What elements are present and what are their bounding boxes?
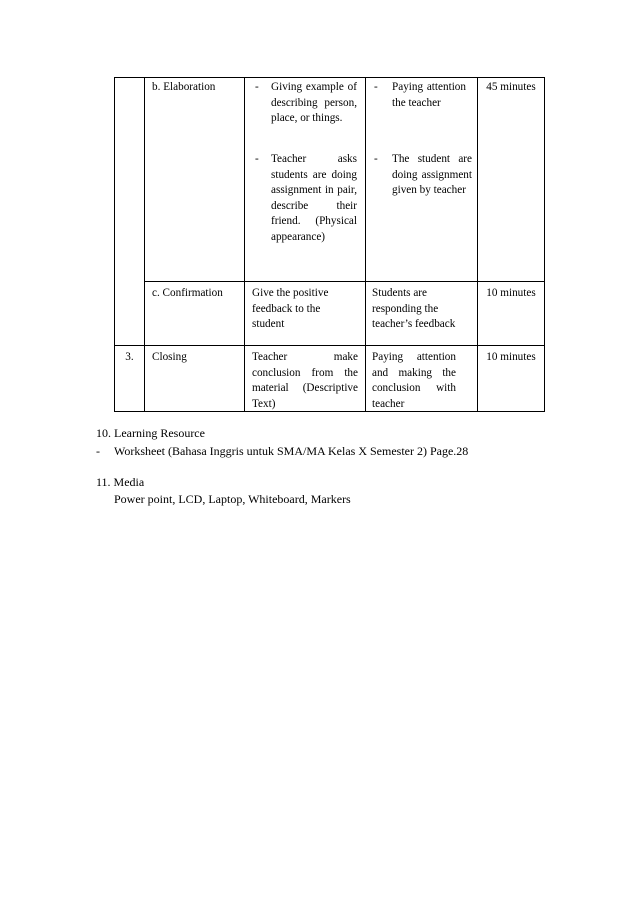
student-activity-cell: Paying attention and making the conclusion with teacher <box>372 351 456 410</box>
student-activity-cell: The student are doing assignment given by teacher <box>392 153 472 197</box>
lesson-activity-table <box>0 0 638 420</box>
table-border-col1 <box>144 77 145 412</box>
stage-cell: Closing <box>152 351 187 363</box>
student-activity-cell: Paying attention the teacher <box>392 81 466 109</box>
learning-resource-heading: 10. Learning Resource <box>96 426 205 440</box>
number-cell: 3. <box>125 351 134 363</box>
learning-resource-item: Worksheet (Bahasa Inggris untuk SMA/MA Kelas X Semester 2) Page.28 <box>114 444 469 458</box>
table-border-row2 <box>114 345 544 346</box>
teacher-activity-cell: Teacher make conclusion from the material (Descriptive Text) <box>252 351 358 410</box>
table-border-col3 <box>365 77 366 412</box>
stage-cell: b. Elaboration <box>152 81 216 93</box>
table-border-top <box>114 77 544 78</box>
table-border-row1 <box>144 281 544 282</box>
teacher-activity-cell: Give the positive feedback to the student <box>252 287 329 331</box>
time-cell: 10 minutes <box>486 351 536 363</box>
media-heading: 11. Media <box>96 475 145 489</box>
table-border-right <box>544 77 545 412</box>
time-cell: 45 minutes <box>486 81 536 93</box>
stage-cell: c. Confirmation <box>152 287 223 299</box>
teacher-bullet: - <box>255 153 259 165</box>
teacher-activity-cell: Teacher asks students are doing assignment in pair, describe their friend. (Physical appearance) <box>271 153 357 243</box>
learning-resource-bullet: - <box>96 444 100 458</box>
teacher-activity-cell: Giving example of describing person, place, or things. <box>271 81 357 125</box>
time-cell: 10 minutes <box>486 287 536 299</box>
student-activity-cell: Students are responding the teacher’s feedback <box>372 287 456 331</box>
student-bullet: - <box>374 81 378 93</box>
student-bullet: - <box>374 153 378 165</box>
media-items: Power point, LCD, Laptop, Whiteboard, Markers <box>114 492 351 506</box>
teacher-bullet: - <box>255 81 259 93</box>
table-border-col2 <box>244 77 245 412</box>
